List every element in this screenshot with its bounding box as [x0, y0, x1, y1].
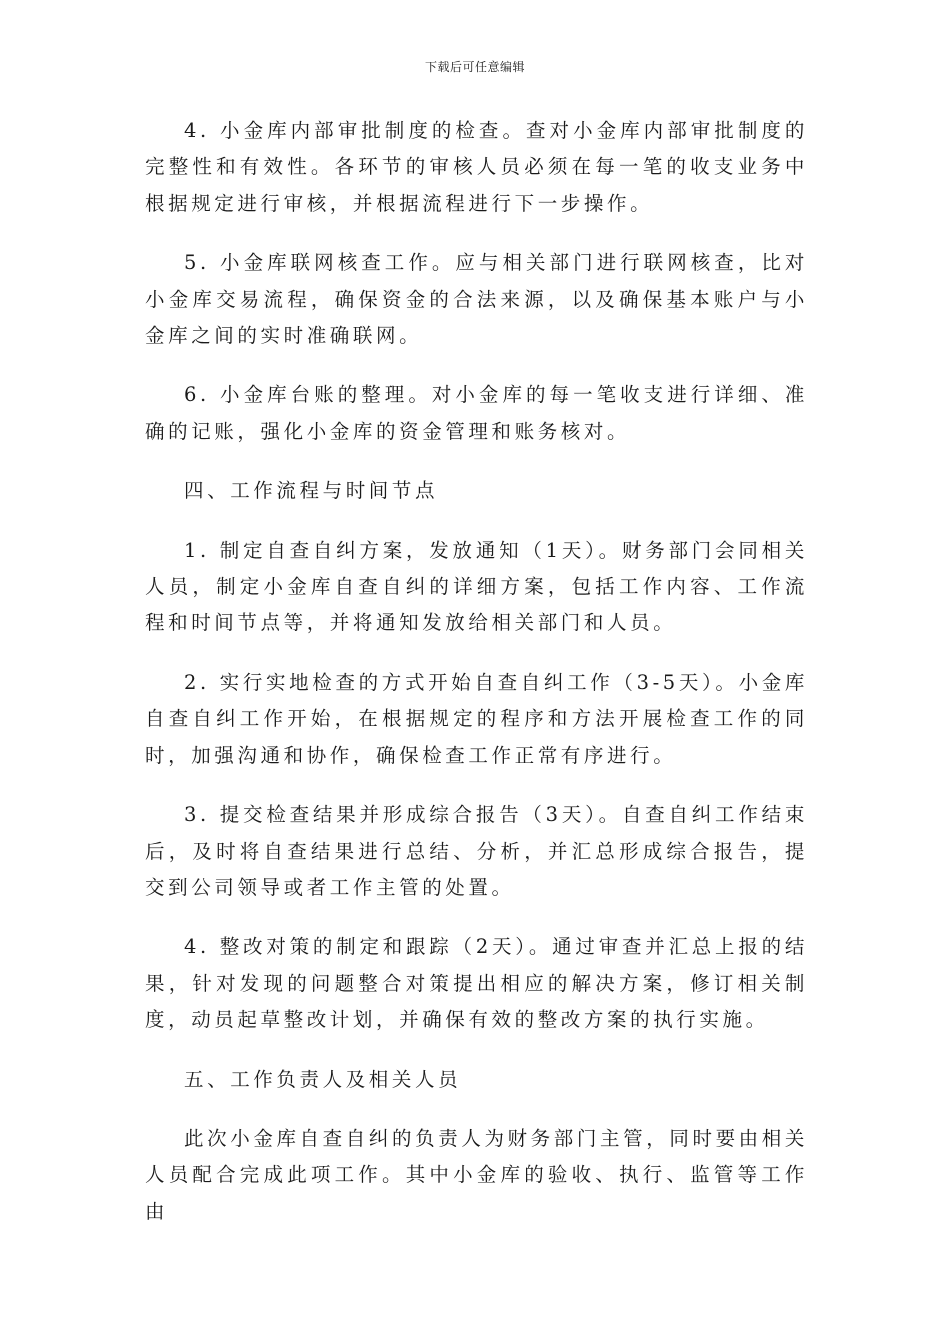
paragraph-step-1: 1. 制定自查自纠方案，发放通知（1天）。财务部门会同相关人员，制定小金库自查自纠的详细方案，包括工作内容、工作流程和时间节点等，并将通知发放给相关部门和人员。 — [145, 538, 808, 635]
paragraph-step-3: 3. 提交检查结果并形成综合报告（3天）。自查自纠工作结束后，及时将自查结果进行总结、分析，并汇总形成综合报告，提交到公司领导或者工作主管的处置。 — [145, 803, 808, 899]
section-heading-personnel: 五、工作负责人及相关人员 — [184, 1067, 462, 1091]
header-note: 下载后可任意编辑 — [424, 60, 525, 74]
paragraph-step-4: 4. 整改对策的制定和跟踪（2天）。通过审查并汇总上报的结果，针对发现的问题整合对策提出相应的解决方案，修订相关制度，动员起草整改计划，并确保有效的整改方案的执行实施。 — [145, 935, 808, 1032]
paragraph-network-check: 5. 小金库联网核查工作。应与相关部门进行联网核查，比对小金库交易流程，确保资金的合法来源，以及确保基本账户与小金库之间的实时准确联网。 — [145, 251, 808, 348]
paragraph-step-2: 2. 实行实地检查的方式开始自查自纠工作（3-5天）。小金库自查自纠工作开始，在根据规定的程序和方法开展检查工作的同时，加强沟通和协作，确保检查工作正常有序进行。 — [145, 670, 808, 767]
paragraph-personnel: 此次小金库自查自纠的负责人为财务部门主管，同时要由相关人员配合完成此项工作。其中小金库的验收、执行、监管等工作由 — [145, 1126, 808, 1223]
paragraph-ledger: 6. 小金库台账的整理。对小金库的每一笔收支进行详细、准确的记账，强化小金库的资金管理和账务核对。 — [145, 383, 808, 443]
paragraph-approval-check: 4. 小金库内部审批制度的检查。查对小金库内部审批制度的完整性和有效性。各环节的审核人员必须在每一笔的收支业务中根据规定进行审核，并根据流程进行下一步操作。 — [145, 119, 808, 215]
section-heading-workflow: 四、工作流程与时间节点 — [184, 479, 439, 503]
document-body — [145, 113, 808, 1253]
